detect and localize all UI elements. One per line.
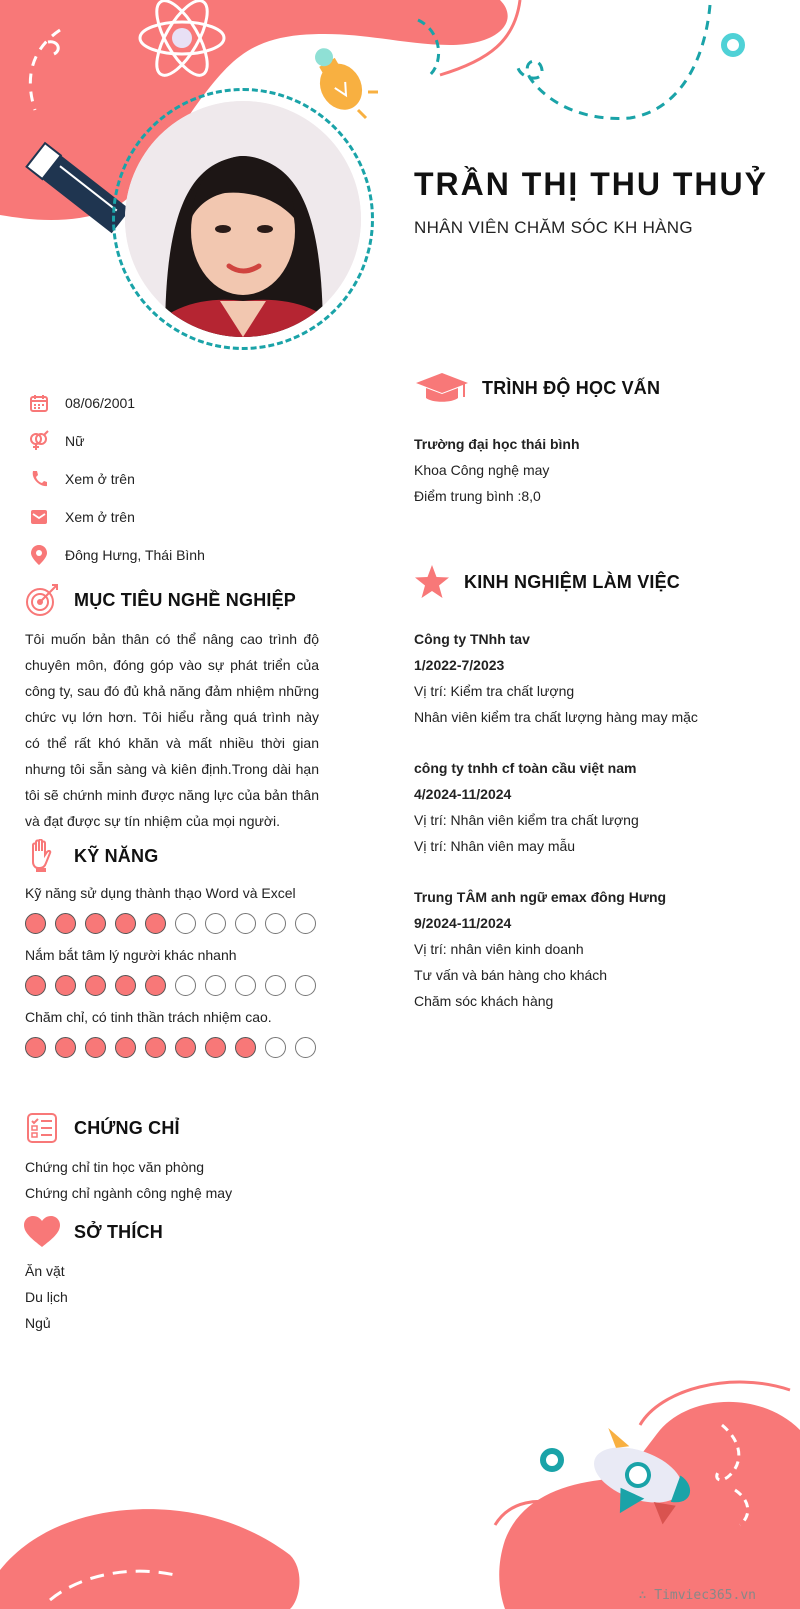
job-detail: Tư vấn và bán hàng cho khách [414, 967, 608, 983]
experience-title: KINH NGHIỆM LÀM VIỆC [464, 571, 681, 592]
skills-list [25, 885, 325, 1071]
rating-dot-filled [145, 975, 166, 996]
rating-dot-filled [175, 1037, 196, 1058]
rating-dot-filled [115, 1037, 136, 1058]
skill-item [25, 1009, 325, 1058]
objective-text: Tôi muốn bản thân có thể nâng cao trình độ chuyên môn, đóng góp vào sự phát triển của công ty, sau đó đủ khả năng đảm nhiệm những chức vụ lớn hơn. Tôi hiểu rằng quá trình này có thể rất khó khăn và mất nhiều thời gian nhưng tôi sẵn sàng và kiên định.Trong dài hạn tôi sẽ chứnh minh được năng lực của bản thân và đạt được sự tín nhiệm của mọi người. [25, 631, 319, 829]
rating-dot-empty [265, 1037, 286, 1058]
skills-header [24, 838, 158, 874]
objective-title: MỤC TIÊU NGHỀ NGHIỆP [74, 589, 297, 610]
rating-dot-filled [25, 913, 46, 934]
rating-dot-filled [85, 1037, 106, 1058]
avatar [125, 101, 361, 337]
job-period: 9/2024-11/2024 [414, 915, 512, 931]
job-detail: Vị trí: Nhân viên may mẫu [414, 838, 576, 854]
hobbies-list [25, 1258, 68, 1336]
calendar-icon [28, 392, 50, 414]
contact-phone [28, 460, 348, 498]
job-detail: Vị trí: Nhân viên kiểm tra chất lượng [414, 812, 639, 828]
rating-dot-empty [205, 975, 226, 996]
rating-dot-filled [115, 913, 136, 934]
skill-rating [25, 913, 325, 934]
target-icon [24, 582, 60, 618]
job-period: 4/2024-11/2024 [414, 786, 512, 802]
contact-text: Đông Hưng, Thái Bình [65, 547, 205, 563]
company-name: công ty tnhh cf toàn cầu việt nam [414, 760, 637, 776]
hobby-item: Du lịch [25, 1289, 68, 1305]
contact-text: Nữ [65, 433, 85, 449]
company-name: Trung TÂM anh ngữ emax đông Hưng [414, 889, 667, 905]
job-period: 1/2022-7/2023 [414, 657, 505, 673]
skill-name: Nắm bắt tâm lý người khác nhanh [25, 947, 237, 963]
rating-dot-empty [295, 975, 316, 996]
heart-icon [24, 1214, 60, 1250]
job-entry [414, 755, 784, 859]
certificates-title: CHỨNG CHỈ [74, 1117, 180, 1138]
avatar-frame [112, 88, 374, 350]
rating-dot-empty [265, 975, 286, 996]
education-block [414, 431, 580, 509]
candidate-name: TRẦN THỊ THU THUỶ [414, 166, 768, 202]
location-icon [28, 544, 50, 566]
contact-email [28, 498, 348, 536]
job-entry [414, 626, 784, 730]
job-title: NHÂN VIÊN CHĂM SÓC KH HÀNG [414, 218, 693, 237]
hobby-item: Ngủ [25, 1315, 51, 1331]
skill-name: Chăm chỉ, có tinh thần trách nhiệm cao. [25, 1009, 272, 1025]
email-icon [28, 506, 50, 528]
footer-decoration [0, 1370, 800, 1609]
rating-dot-filled [25, 1037, 46, 1058]
star-icon [414, 564, 450, 600]
rating-dot-filled [145, 913, 166, 934]
rating-dot-filled [85, 975, 106, 996]
contact-address [28, 536, 348, 574]
job-detail: Vị trí: nhân viên kinh doanh [414, 941, 584, 957]
contact-gender [28, 422, 348, 460]
company-name: Công ty TNhh tav [414, 631, 530, 647]
education-header [414, 370, 660, 406]
rating-dot-empty [265, 913, 286, 934]
certificates-header [24, 1110, 180, 1146]
rating-dot-filled [205, 1037, 226, 1058]
skill-rating [25, 1037, 325, 1058]
hobbies-title: SỞ THÍCH [74, 1221, 163, 1242]
contact-text: Xem ở trên [65, 471, 135, 487]
gender-icon [28, 430, 50, 452]
certificate-item: Chứng chỉ ngành công nghệ may [25, 1185, 233, 1201]
education-line: Khoa Công nghệ may [414, 462, 550, 478]
skill-name: Kỹ năng sử dụng thành thạo Word và Excel [25, 885, 296, 901]
portrait-image [125, 101, 361, 337]
rating-dot-empty [175, 913, 196, 934]
rating-dot-empty [205, 913, 226, 934]
hobby-item: Ăn vặt [25, 1263, 65, 1279]
certificates-list [25, 1154, 232, 1206]
education-line: Điểm trung bình :8,0 [414, 488, 541, 504]
hobbies-header [24, 1214, 163, 1250]
skill-rating [25, 975, 325, 996]
school-name: Trường đại học thái bình [414, 436, 580, 452]
checklist-icon [24, 1110, 60, 1146]
contact-birthdate [28, 384, 348, 422]
education-title: TRÌNH ĐỘ HỌC VẤN [482, 377, 661, 398]
skill-item [25, 885, 325, 934]
watermark: ∴ Timviec365.vn [638, 1588, 756, 1603]
certificate-item: Chứng chỉ tin học văn phòng [25, 1159, 205, 1175]
experience-list [414, 626, 784, 1039]
rating-dot-empty [235, 975, 256, 996]
contact-list [28, 384, 348, 574]
job-detail: Nhân viên kiểm tra chất lượng hàng may mặc [414, 709, 698, 725]
rating-dot-filled [85, 913, 106, 934]
job-detail: Chăm sóc khách hàng [414, 993, 554, 1009]
rating-dot-filled [25, 975, 46, 996]
graduation-cap-icon [414, 370, 470, 406]
rating-dot-empty [295, 1037, 316, 1058]
rating-dot-filled [55, 975, 76, 996]
experience-header [414, 564, 680, 600]
rating-dot-filled [115, 975, 136, 996]
job-entry [414, 884, 784, 1014]
phone-icon [28, 468, 50, 490]
job-detail: Vị trí: Kiểm tra chất lượng [414, 683, 575, 699]
rating-dot-filled [55, 1037, 76, 1058]
contact-text: 08/06/2001 [65, 395, 136, 411]
rating-dot-empty [175, 975, 196, 996]
rating-dot-filled [235, 1037, 256, 1058]
hand-icon [24, 838, 60, 874]
rating-dot-filled [145, 1037, 166, 1058]
skill-item [25, 947, 325, 996]
contact-text: Xem ở trên [65, 509, 135, 525]
skills-title: KỸ NĂNG [74, 845, 159, 866]
rating-dot-filled [55, 913, 76, 934]
rating-dot-empty [235, 913, 256, 934]
rating-dot-empty [295, 913, 316, 934]
objective-header [24, 582, 296, 618]
